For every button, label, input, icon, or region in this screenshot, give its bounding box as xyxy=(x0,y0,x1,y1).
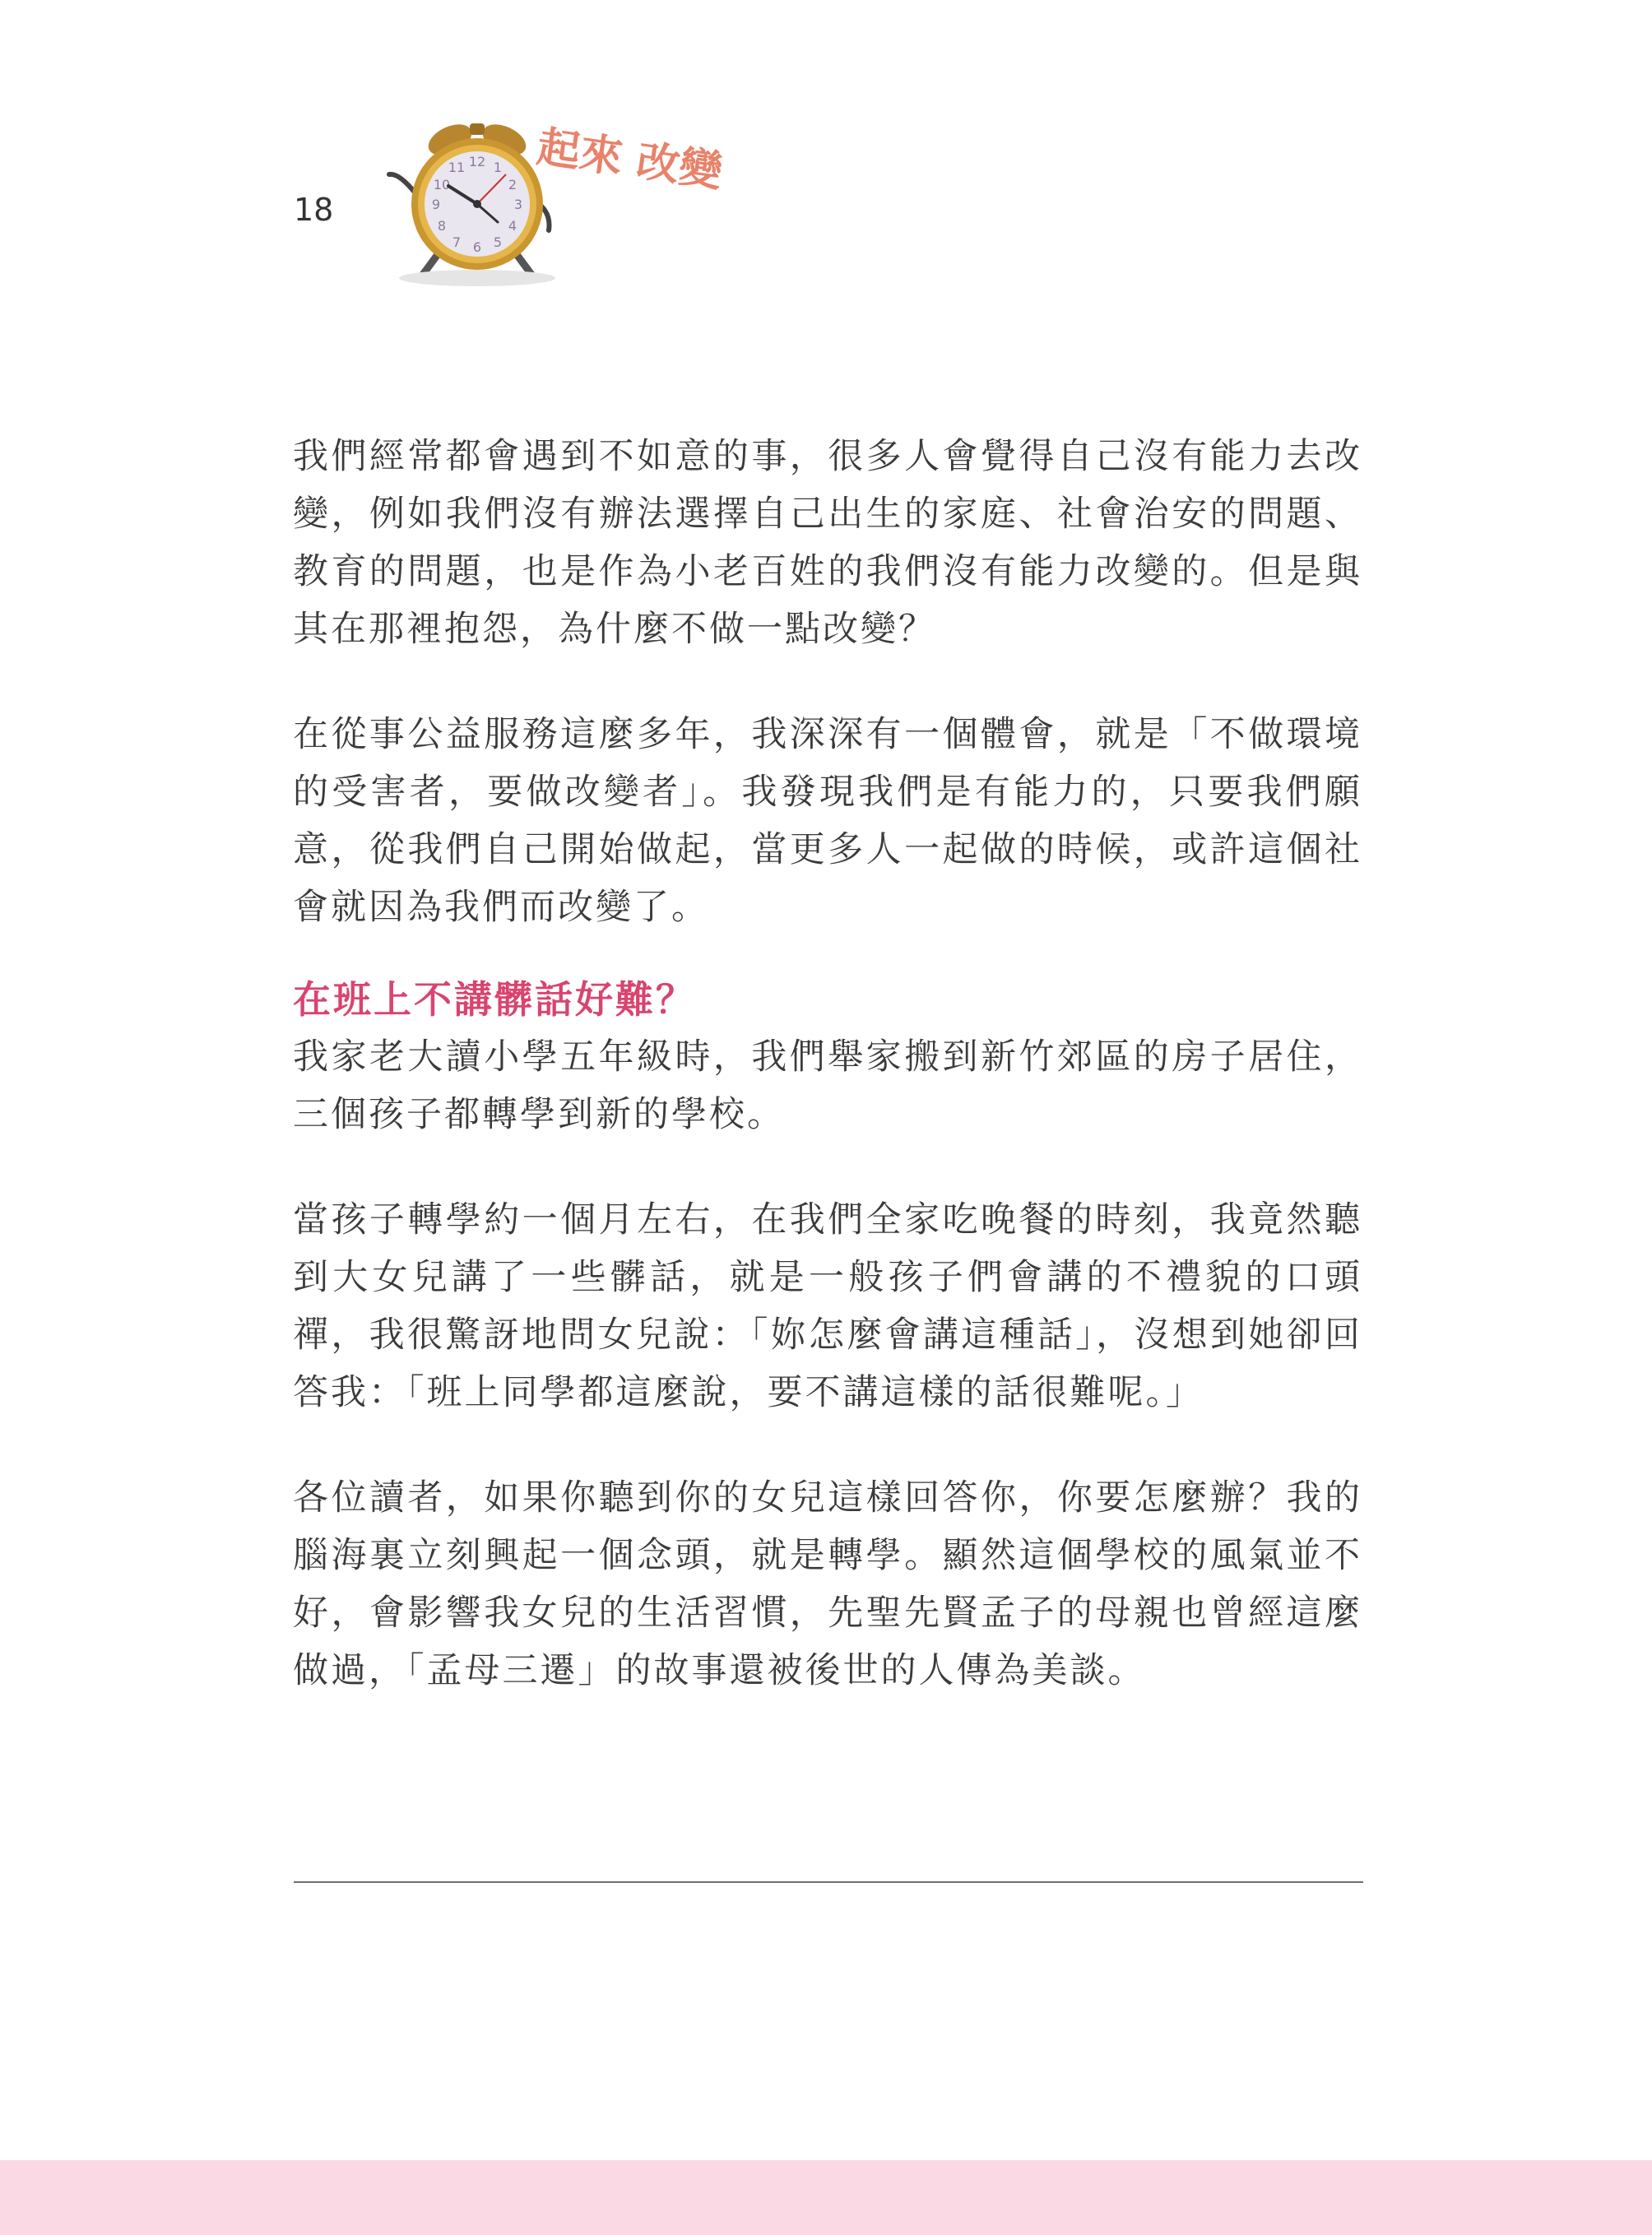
svg-text:4: 4 xyxy=(508,218,517,234)
svg-text:11: 11 xyxy=(448,160,466,175)
paragraph-4: 當孩子轉學約一個月左右，在我們全家吃晚餐的時刻，我竟然聽到大女兒講了一些髒話，就是一般孩子們會講的不禮貌的口頭禪，我很驚訝地問女兒說：「妳怎麼會講這種話」，沒想到她卻回答我：「班上同學都這麼說，要不講這樣的話很難呢。」 xyxy=(293,1199,1362,1413)
page-number: 18 xyxy=(294,192,334,228)
svg-text:6: 6 xyxy=(472,239,482,255)
logo-text: 起來 改變 xyxy=(534,122,726,197)
paragraph-2: 在從事公益服務這麼多年，我深深有一個體會，就是「不做環境的受害者，要做改變者」。我發現我們是有能力的，只要我們願意，從我們自己開始做起，當更多人一起做的時候，或許這個社會就因為我們而改變了。 xyxy=(293,714,1362,928)
section-heading: 在班上不講髒話好難？ xyxy=(293,977,696,1022)
footer-rule xyxy=(294,1881,1363,1883)
svg-text:8: 8 xyxy=(437,218,447,234)
svg-text:3: 3 xyxy=(513,197,523,212)
svg-text:5: 5 xyxy=(493,234,503,250)
footer-band xyxy=(0,2160,1652,2235)
svg-text:12: 12 xyxy=(468,154,486,169)
svg-text:10: 10 xyxy=(433,177,451,192)
svg-text:2: 2 xyxy=(508,177,517,192)
svg-text:9: 9 xyxy=(431,197,441,212)
article-body xyxy=(293,428,1362,1699)
paragraph-5: 各位讀者，如果你聽到你的女兒這樣回答你，你要怎麼辦？我的腦海裏立刻興起一個念頭，就是轉學。顯然這個學校的風氣並不好，會影響我女兒的生活習慣，先聖先賢孟子的母親也曾經這麼做過，「孟母三遷」的故事還被後世的人傳為美談。 xyxy=(293,1477,1362,1691)
paragraph-3: 我家老大讀小學五年級時，我們舉家搬到新竹郊區的房子居住，三個孩子都轉學到新的學校。 xyxy=(293,1036,1362,1135)
svg-text:7: 7 xyxy=(452,234,462,250)
svg-text:1: 1 xyxy=(493,160,503,175)
paragraph-1: 我們經常都會遇到不如意的事，很多人會覺得自己沒有能力去改變，例如我們沒有辦法選擇自己出生的家庭、社會治安的問題、教育的問題，也是作為小老百姓的我們沒有能力改變的。但是與其在那裡抱怨，為什麼不做一點改變？ xyxy=(293,436,1362,650)
alarm-clock-logo xyxy=(374,107,736,296)
alarm-clock-icon xyxy=(389,118,555,286)
